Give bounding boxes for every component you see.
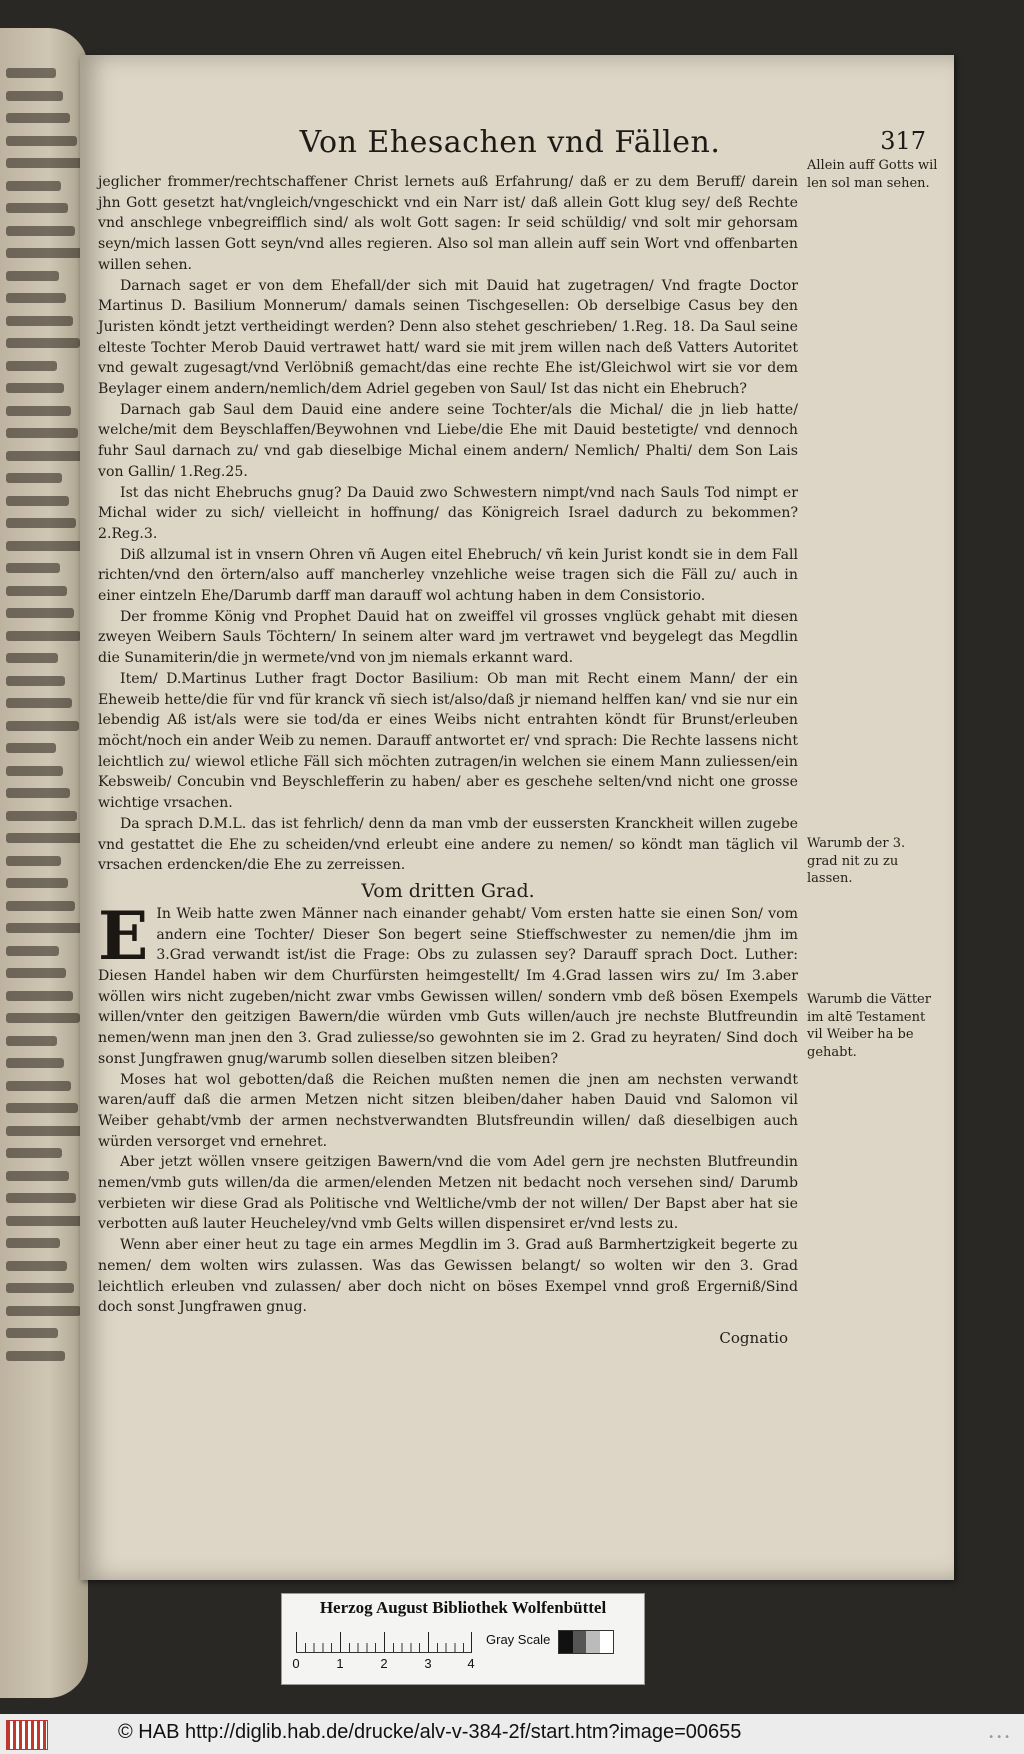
previous-page-text-line — [6, 653, 58, 663]
previous-page-text-line — [6, 563, 60, 573]
previous-page-text-line — [6, 518, 76, 528]
previous-page-text-line — [6, 1058, 64, 1068]
previous-page-text-line — [6, 1261, 67, 1271]
previous-page-text-line — [6, 946, 59, 956]
previous-page-text-line — [6, 608, 74, 618]
previous-page-text-line — [6, 293, 66, 303]
previous-page-text-line — [6, 1216, 83, 1226]
previous-page-text-line — [6, 68, 56, 78]
previous-page-text-line — [6, 338, 80, 348]
previous-page-text-line — [6, 91, 63, 101]
previous-page-text-line — [6, 923, 82, 933]
paragraph: Aber jetzt wöllen vnsere geitzigen Bawern/vnd die vom Adel gern jre nechsten Blutfreundin nemen/vmb guts willen/da die armen/elenden Metzen nit bedacht noch versehen sind/ Darumb verbieten wir diese Grad als Politische vnd Weltliche/vmb der not willen/ Der Bapst aber hat sie verbotten auß lauter Heucheley/vnd vmb Gelts willen dispensiret er/vnd lests zu. — [98, 1154, 798, 1233]
previous-page-text-line — [6, 1081, 71, 1091]
book-page — [80, 55, 954, 1580]
footer-bar — [0, 1714, 1024, 1754]
previous-page-text-line — [6, 743, 56, 753]
previous-page-text-line — [6, 766, 63, 776]
catchword: Cognatio — [719, 1328, 788, 1347]
previous-page-text-line — [6, 158, 84, 168]
previous-page-text-line — [6, 271, 59, 281]
gray-swatch — [573, 1631, 587, 1653]
ruler-tick — [340, 1632, 341, 1652]
previous-page-text-line — [6, 1148, 62, 1158]
ruler-tick — [471, 1632, 472, 1652]
paragraph-text: In Weib hatte zwen Männer nach einander gehabt/ Vom ersten hatte sie einen Son/ vom andern eine Tochter/ Dieser Son begert seine Stieffschwester zu nemen/die jhm im 3.Grad verwandt ist/ist die Frage: Obs zu zulassen sey? Darauff sprach Doct. Luther: Diesen Handel haben wir dem Churfürsten heimgestellt/ Im 4.Grad lassen wirs zu/ Im 3.aber wöllen wirs nicht zugeben/nicht zwar vmbs Gewissen willen/ sondern vmb deß bösen Exempels willen/vnter den geitzigen Bawern/die würden vmb Guts willen/auch jre nechste Blutfreundin nemen/wenn man jnen den 3. Grad zuliesse/so gewohnten sie im 2. Grad zu heyraten/ Sind doch sonst Jungfrawen gnug/warumb sollen dieselben sitzen bleiben? — [98, 905, 798, 1067]
previous-page-text-line — [6, 113, 70, 123]
section-heading: Vom dritten Grad. — [361, 879, 535, 902]
ruler-number: 0 — [292, 1656, 300, 1671]
previous-page-text-line — [6, 1238, 60, 1248]
main-text-column — [98, 172, 798, 1349]
paragraph: Der fromme König vnd Prophet Dauid hat on zweiffel vil grosses vnglück gehabt mit diesen zweyen Weibern Sauls Töchtern/ In seinem alter ward jm vertrawet vnd beygelegt das Megdlin die Sunamiterin/die jn wermete/vnd von jm niemals erkannt ward. — [98, 608, 798, 667]
previous-page-text-line — [6, 406, 71, 416]
more-icon[interactable]: ••• — [988, 1732, 1012, 1743]
previous-page-text-line — [6, 1036, 57, 1046]
paragraph: Moses hat wol gebotten/daß die Reichen mußten nemen die jnen am nechsten verwandt waren/auff daß die armen Metzen nicht sitzen bleiben/daher haben Dauid vnd Salomon vil Weiber gehabt/vmb der armen nechstverwandten Blutsfreundin willen/ daß dieselbigen auch würden versorget vnd ernehret. — [98, 1071, 798, 1150]
ruler-tick — [296, 1632, 297, 1652]
paragraph: Wenn aber einer heut zu tage ein armes Megdlin im 3. Grad auß Barmhertzigkeit begerte zu nemen/ dem wolten wirs zulassen. Was das Gewissen belangt/ so wolten wir den 3. Grad leichtlich erleuben vnd zulassen/ aber doch nicht on böses Exempel vnnd groß Ergerniß/Sind doch sonst Jungfrawen gnug. — [98, 1237, 798, 1316]
previous-page-text-line — [6, 788, 70, 798]
previous-page-text-line — [6, 586, 67, 596]
gray-swatch — [600, 1631, 614, 1653]
paragraph: Darnach saget er von dem Ehefall/der sich mit Dauid hat zugetragen/ Vnd fragte Doctor Martinus D. Basilium Monnerum/ damals seinen Tischgesellen: Ob derselbige Casus bey den Juristen köndt jetzt vertheidingt werden? Denn also stehet geschrieben/ 1.Reg. 18. Da Saul seine elteste Tochter Merob Dauid vertrawet hatt/ ward sie mit jrem willen nach deß Vatters Autoritet vnd gewalt zugesagt/vnd Verlöbniß gemacht/das eine rechte Ehe ist/Gleichwol wirt sie vor dem Beylager einem andern/nemlich/dem Adriel gegeben von Saul/ Ist das nicht ein Ehebruch? — [98, 277, 798, 398]
previous-page-text-line — [6, 968, 66, 978]
paragraph: jeglicher frommer/rechtschaffener Christ lernets auß Erfahrung/ daß er zu dem Beruff/ darein jhn Gott gesetzt hat/vngleich/vngeschickt vnd ein Narr ist/ daß allein Gott klug sey/ deß Rechte vnd anschlege vnbegreifflich sind/ als wolt Gott sagen: Ir seid schüldig/ vnd solt mir gehorsam seyn/mich lassen Gott seyn/vnd alles regieren. Also sol man allein auff sein Wort vnd offenbarten willen sehen. — [98, 174, 798, 273]
previous-page-text-line — [6, 248, 82, 258]
paragraph: Darnach gab Saul dem Dauid eine andere seine Tochter/als die Michal/ die jn lieb hatte/ welche/mit dem Beyschlaffen/Beywohnen vnd Liebe/die Ehe mit Dauid bestetigte/ vnd dennoch fuhr Saul darnach zu/ vnd gab dieselbige Michal einem andern/ Nemlich/ Phalti/ dem Son Lais von Gallin/ 1.Reg.25. — [98, 401, 798, 480]
ruler-number: 2 — [380, 1656, 388, 1671]
ruler-tick — [428, 1632, 429, 1652]
previous-page-text-line — [6, 676, 65, 686]
scale-card — [281, 1593, 645, 1685]
marginal-note: Warumb der 3. grad nit zu zu lassen. — [807, 836, 906, 886]
previous-page-edge — [0, 28, 88, 1698]
previous-page-text-line — [6, 181, 61, 191]
previous-page-text-line — [6, 1306, 81, 1316]
previous-page-text-line — [6, 698, 72, 708]
previous-page-text-line — [6, 203, 68, 213]
previous-page-text-line — [6, 1103, 78, 1113]
previous-page-text-line — [6, 136, 77, 146]
marginal-note: Allein auff Gotts wil len sol man sehen. — [807, 158, 938, 191]
drop-cap: E — [98, 896, 149, 975]
gray-swatch — [586, 1631, 600, 1653]
gray-scale-label: Gray Scale — [486, 1632, 551, 1647]
previous-page-text-line — [6, 856, 61, 866]
paragraph: Da sprach D.M.L. das ist fehrlich/ denn da man vmb der eussersten Kranckheit willen zugebe vnd gestattet die Ehe zu scheiden/vnd erleubt eine andere zu nemen/ so köndt man täglich vil vrsachen erdencken/die Ehe zu zerreissen. — [98, 815, 798, 874]
previous-page-text-line — [6, 383, 64, 393]
scale-card-title: Herzog August Bibliothek Wolfenbüttel — [319, 1598, 607, 1617]
hab-logo-icon — [6, 1720, 48, 1750]
previous-page-text-line — [6, 991, 73, 1001]
gray-swatch — [559, 1631, 573, 1653]
previous-page-text-line — [6, 878, 68, 888]
paragraph: Diß allzumal ist in vnsern Ohren vñ Augen eitel Ehebruch/ vñ kein Jurist kondt sie in dem Fall richten/vnd den örtern/also auff mancherley vnzehliche weise tragen sich die Fäll zu/ auch in einer eintzeln Ehe/Darumb darff man darauff wol achtung haben in dem Consistorio. — [98, 546, 798, 605]
previous-page-text-line — [6, 361, 57, 371]
paragraph: Item/ D.Martinus Luther fragt Doctor Basilium: Ob man mit Recht einem Mann/ der ein Eheweib hette/die für vnd für kranck vñ siech ist/also/daß jr niemand helffen kan/ vnd sie nur ein lebendig Aß ist/als were sie tod/da er eines Weibs nicht entrahten köndt für Brunst/erleuben möcht/noch ein ander Weib zu nemen. Darauff antwortet er/ vnd sprach: Die Rechte lassens nicht leichtlich zu/ wiewol etliche Fäll sich möchten zutragen/in welchen sie einem Mann zuliessen/ein Kebsweib/ Concubin vnd Beyschlefferin zu haben/ aber es geschehe selten/vnd nicht one grosse wichtige vrsachen. — [98, 670, 798, 812]
previous-page-text-line — [6, 721, 79, 731]
previous-page-text-line — [6, 1013, 80, 1023]
previous-page-text-line — [6, 1351, 65, 1361]
ruler-tick — [384, 1632, 385, 1652]
ruler-number: 1 — [336, 1656, 344, 1671]
page-number: 317 — [880, 127, 926, 155]
previous-page-text-line — [6, 833, 84, 843]
previous-page-text-line — [6, 901, 75, 911]
ruler-number: 3 — [424, 1656, 432, 1671]
previous-page-text-line — [6, 631, 81, 641]
ruler — [296, 1630, 472, 1653]
previous-page-text-line — [6, 1171, 69, 1181]
previous-page-text-line — [6, 428, 78, 438]
previous-page-text-line — [6, 1126, 85, 1136]
marginal-note: Warumb die Vätter im altē Testament vil Weiber ha be gehabt. — [807, 992, 931, 1060]
paragraph — [98, 896, 798, 1070]
ruler-number: 4 — [467, 1656, 475, 1671]
previous-page-text-line — [6, 1283, 74, 1293]
previous-page-text-line — [6, 496, 69, 506]
running-head: Von Ehesachen vnd Fällen. — [299, 125, 721, 160]
previous-page-text-line — [6, 1193, 76, 1203]
footer-url-text[interactable]: © HAB http://diglib.hab.de/drucke/alv-v-384-2f/start.htm?image=00655 — [118, 1721, 742, 1743]
gray-scale-swatches — [558, 1630, 614, 1654]
previous-page-text-line — [6, 473, 62, 483]
previous-page-text-line — [6, 1328, 58, 1338]
previous-page-text-line — [6, 811, 77, 821]
previous-page-text-line — [6, 541, 83, 551]
paragraph: Ist das nicht Ehebruchs gnug? Da Dauid zwo Schwestern nimpt/vnd nach Sauls Tod nimpt er Michal wider zu sich/ vielleicht in hoffnung/ das Königreich Israel dadurch zu bekommen? 2.Reg.3. — [98, 484, 798, 542]
previous-page-text-line — [6, 226, 75, 236]
previous-page-text-line — [6, 316, 73, 326]
previous-page-text-line — [6, 451, 85, 461]
